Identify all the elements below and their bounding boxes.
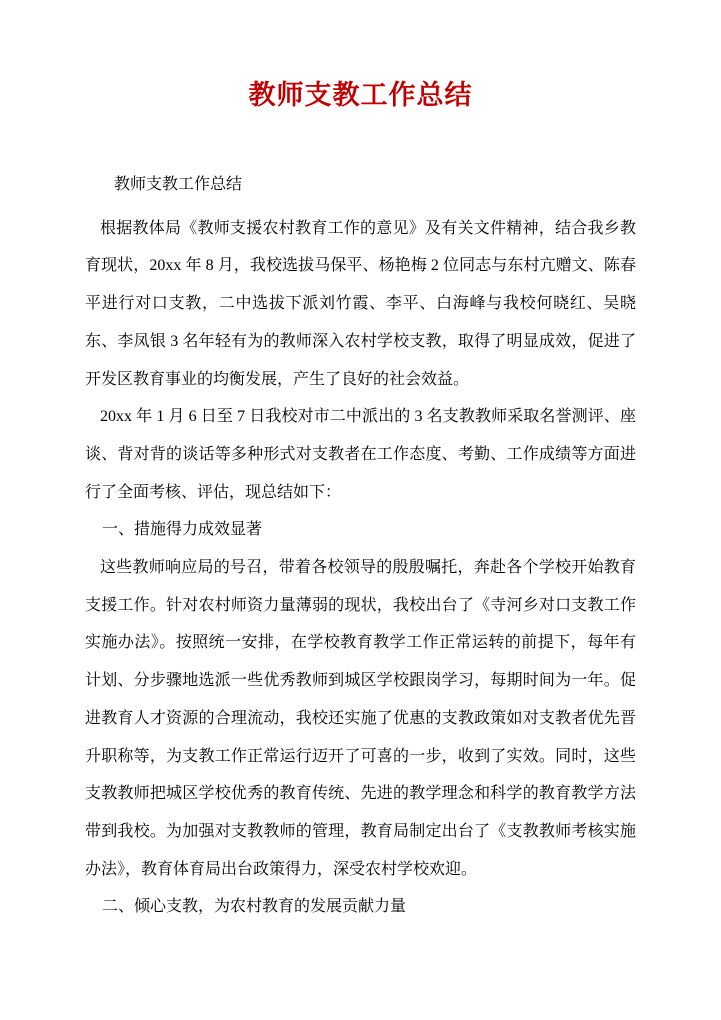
paragraph-section-1: 这些教师响应局的号召，带着各校领导的殷殷嘱托，奔赴各个学校开始教育支援工作。针对农村师资力量薄弱的现状，我校出台了《寺河乡对口支教工作实施办法》。按照统一安排，在学校教育教学工作正常运转的前提下，每年有计划、分步骤地选派一些优秀教师到城区学校跟岗学习，每期时间为一年。促进教育人才资源的合理流动，我校还实施了优惠的支教政策如对支教者优先晋升职称等，为支教工作正常运行迈开了可喜的一步，收到了实效。同时，这些支教教师把城区学校优秀的教育传统、先进的教学理念和科学的教育教学方法带到我校。为加强对支教教师的管理，教育局制定出台了《支教教师考核实施办法》，教育体育局出台政策得力，深受农村学校欢迎。 xyxy=(85,559,636,878)
section-heading-1: 一、措施得力成效显著 xyxy=(102,521,263,539)
document-body xyxy=(85,166,636,926)
subtitle-line: 教师支教工作总结 xyxy=(114,176,243,193)
document-title: 教师支教工作总结 xyxy=(248,80,473,110)
paragraph-assessment: 20xx 年 1 月 6 日至 7 日我校对市二中派出的 3 名支教教师采取名誉测评、座谈、背对背的谈话等多种形式对支教者在工作态度、考勤、工作成绩等方面进行了全面考核、评估，现总结如下： xyxy=(85,408,636,501)
paragraph-intro: 根据教体局《教师支援农村教育工作的意见》及有关文件精神，结合我乡教育现状，20xx 年 8 月，我校选拔马保平、杨艳梅 2 位同志与东村亢赠文、陈春平进行对口支教，二中选拔下派刘竹霞、李平、白海峰与我校何晓红、吴晓东、李凤银 3 名年轻有为的教师深入农村学校支教，取得了明显成效，促进了开发区教育事业的均衡发展，产生了良好的社会效益。 xyxy=(85,219,636,388)
section-heading-2: 二、倾心支教，为农村教育的发展贡献力量 xyxy=(102,898,407,916)
